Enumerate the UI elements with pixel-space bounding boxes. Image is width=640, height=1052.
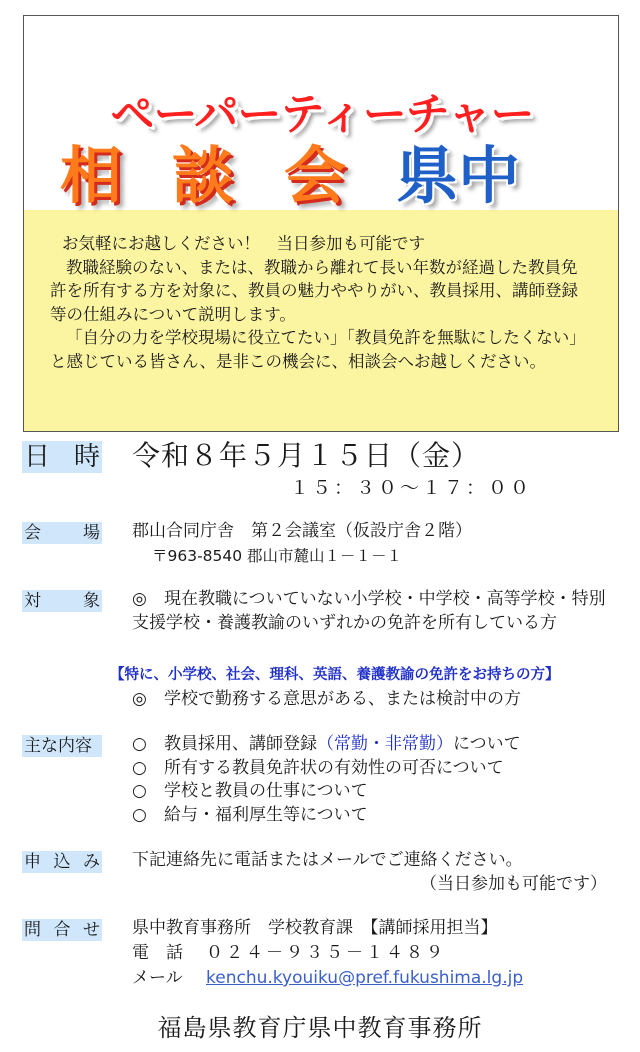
target-item-2-mark: ◎ — [132, 689, 147, 709]
banner-title: ペーパーティーチャー — [110, 89, 534, 140]
organizer-name: 福島県教育庁県中教育事務所 — [157, 1014, 483, 1042]
contact-mail-row — [132, 967, 523, 991]
intro-text — [50, 232, 590, 373]
contents-item-4-mark: ○ — [132, 804, 147, 825]
venue-name: 郡山合同庁舎 第２会議室（仮設庁舎２階） — [132, 521, 472, 541]
contact-label — [22, 919, 102, 941]
datetime-label — [22, 441, 102, 473]
intro-paragraph-1: 教職経験のない、または、教職から離れて長い年数が経過した教員免許を所有する方を対象に、教員の魅力ややりがい、教員採用、講師登録等の仕組みについて説明します。 — [50, 257, 578, 324]
apply-note: （当日参加も可能です） — [420, 874, 607, 894]
apply-label — [22, 851, 102, 873]
contact-label-char-2: 合 — [53, 920, 71, 940]
contents-item-1-text: 教員採用、講師登録 — [164, 734, 317, 754]
venue-label — [22, 522, 102, 544]
venue-label-char-2: 場 — [83, 523, 100, 543]
contact-label-char-3: せ — [83, 920, 100, 940]
venue-address: 〒963-8540 郡山市麓山１－１－１ — [152, 547, 403, 565]
target-item-1 — [132, 588, 607, 635]
mail-label: メール — [132, 968, 183, 988]
target-item-1-mark: ◎ — [132, 589, 147, 609]
intro-lead: お気軽にお越しください！ 当日参加も可能です — [62, 234, 425, 253]
contents-list — [132, 733, 521, 827]
contents-item-2-mark: ○ — [132, 757, 147, 778]
contents-item-1-highlight: （常勤・非常勤） — [317, 734, 453, 754]
banner-kanji-1: 相 — [60, 139, 123, 212]
apply-text: 下記連絡先に電話またはメールでご連絡ください。 — [132, 850, 523, 870]
contents-item-3-text: 学校と教員の仕事について — [164, 781, 368, 801]
banner-kanji-3: 会 — [284, 139, 347, 212]
contents-item-1 — [132, 733, 521, 757]
contents-item-4-text: 給与・福利厚生等について — [164, 804, 368, 825]
target-special-note: 【特に、小学校、社会、理科、英語、養護教諭の免許をお持ちの方】 — [110, 667, 560, 683]
banner-kanji-row — [24, 136, 618, 216]
contents-item-3-mark: ○ — [132, 781, 147, 801]
apply-label-char-2: 込 — [53, 852, 71, 872]
contents-label — [22, 735, 102, 757]
apply-label-char-3: み — [83, 852, 100, 872]
target-label-char-2: 象 — [83, 591, 100, 611]
apply-label-char-1: 申 — [24, 852, 41, 872]
email-link[interactable]: kenchu.kyouiku@pref.fukushima.lg.jp — [206, 968, 524, 988]
banner-kanji-2: 談 — [172, 139, 235, 212]
contents-item-3 — [132, 780, 521, 804]
datetime-label-char-1: 日 — [24, 442, 51, 472]
contents-item-1-mark: ○ — [132, 734, 147, 754]
contents-item-2-text: 所有する教員免許状の有効性の可否について — [164, 757, 504, 778]
event-time: １５：３０〜１７：００ — [290, 477, 533, 499]
venue-label-char-1: 会 — [24, 523, 41, 543]
target-label-char-1: 対 — [24, 591, 41, 611]
phone-number: ０２４－９３５－１４８９ — [206, 943, 446, 963]
contact-label-char-1: 問 — [24, 920, 41, 940]
banner-region: 県中 — [396, 139, 521, 212]
intro-paragraph-2: 「自分の力を学校現場に役立てたい」「教員免許を無駄にしたくない」と感じている皆さん、是非この機会に、相談会へお越しください。 — [50, 328, 586, 371]
target-item-1-text: 現在教職についていない小学校・中学校・高等学校・特別支援学校・養護教諭のいずれかの免許を所有している方 — [132, 589, 606, 633]
contents-item-2 — [132, 757, 521, 781]
contact-org: 県中教育事務所 学校教育課 【講師採用担当】 — [132, 918, 498, 938]
datetime-label-char-2: 時 — [73, 442, 100, 472]
target-item-2-text: 学校で勤務する意思がある、または検討中の方 — [164, 689, 521, 709]
contents-label-text: 主な内容 — [24, 736, 92, 756]
event-date: 令和８年５月１５日（金） — [132, 439, 481, 472]
contact-phone-row — [132, 942, 446, 966]
phone-label: 電 話 — [132, 943, 183, 963]
contents-item-1-suffix: について — [453, 734, 521, 754]
target-item-2 — [132, 688, 521, 712]
target-label — [22, 590, 102, 612]
contents-item-4 — [132, 804, 521, 828]
